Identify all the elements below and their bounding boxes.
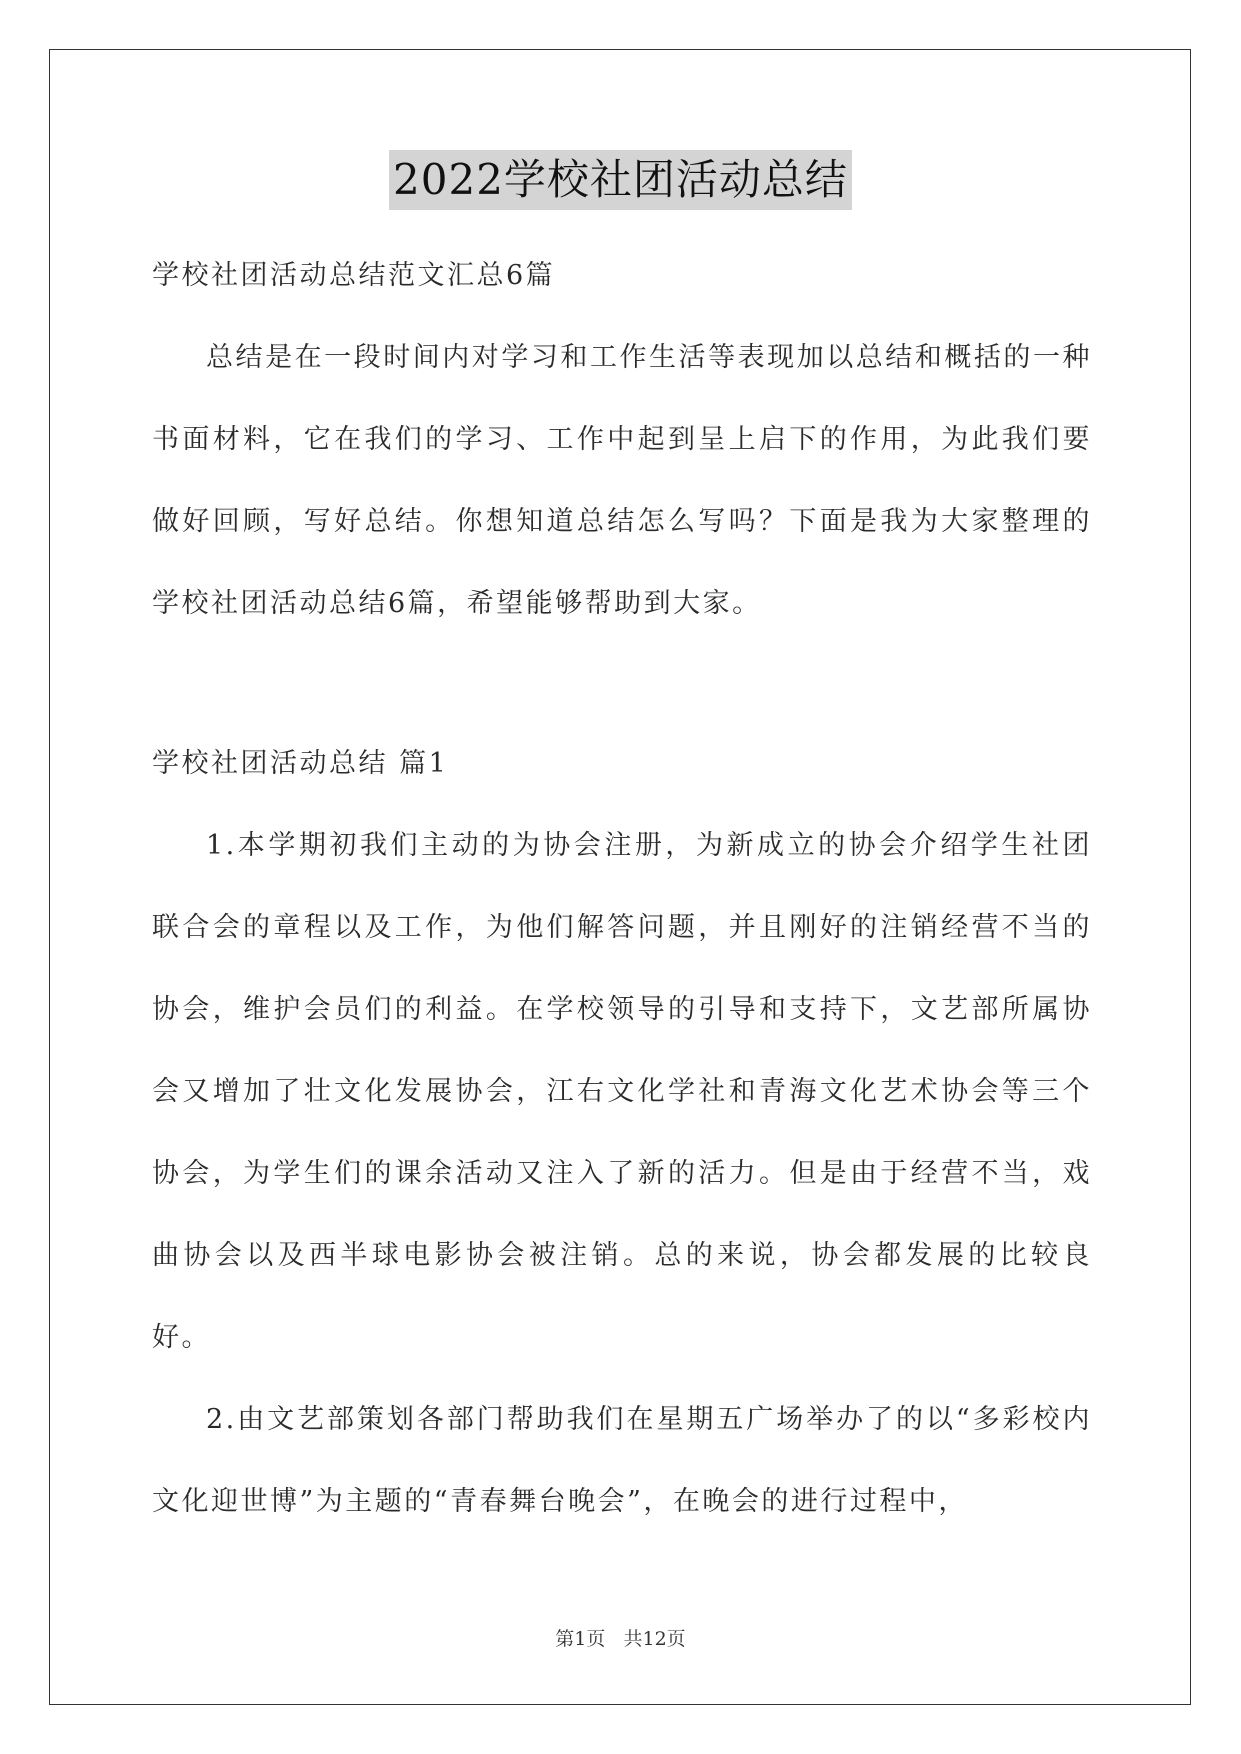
intro-paragraph: 总结是在一段时间内对学习和工作生活等表现加以总结和概括的一种书面材料，它在我们的学习、工作中起到呈上启下的作用，为此我们要做好回顾，写好总结。你想知道总结怎么写吗？下面是我为大家整理的学校社团活动总结6篇，希望能够帮助到大家。 [152,342,1092,619]
section-heading: 学校社团活动总结 篇1 [152,748,449,779]
body-paragraph-1: 1.本学期初我们主动的为协会注册，为新成立的协会介绍学生社团联合会的章程以及工作，为他们解答问题，并且刚好的注销经营不当的协会，维护会员们的利益。在学校领导的引导和支持下，文艺部所属协会又增加了壮文化发展协会，江右文化学社和青海文化艺术协会等三个协会，为学生们的课余活动又注入了新的活力。但是由于经营不当，戏曲协会以及西半球电影协会被注销。总的来说，协会都发展的比较良好。 [152,830,1092,1353]
document-subtitle: 学校社团活动总结范文汇总6篇 [152,260,556,291]
document-body [152,235,1092,1543]
document-title: 2022学校社团活动总结 [389,150,852,210]
body-paragraph-2: 2.由文艺部策划各部门帮助我们在星期五广场举办了的以“多彩校内文化迎世博”为主题的“青春舞台晚会”，在晚会的进行过程中， [152,1404,1092,1517]
page-footer: 第1页 共12页 [555,1628,686,1650]
title-container [0,150,1241,210]
